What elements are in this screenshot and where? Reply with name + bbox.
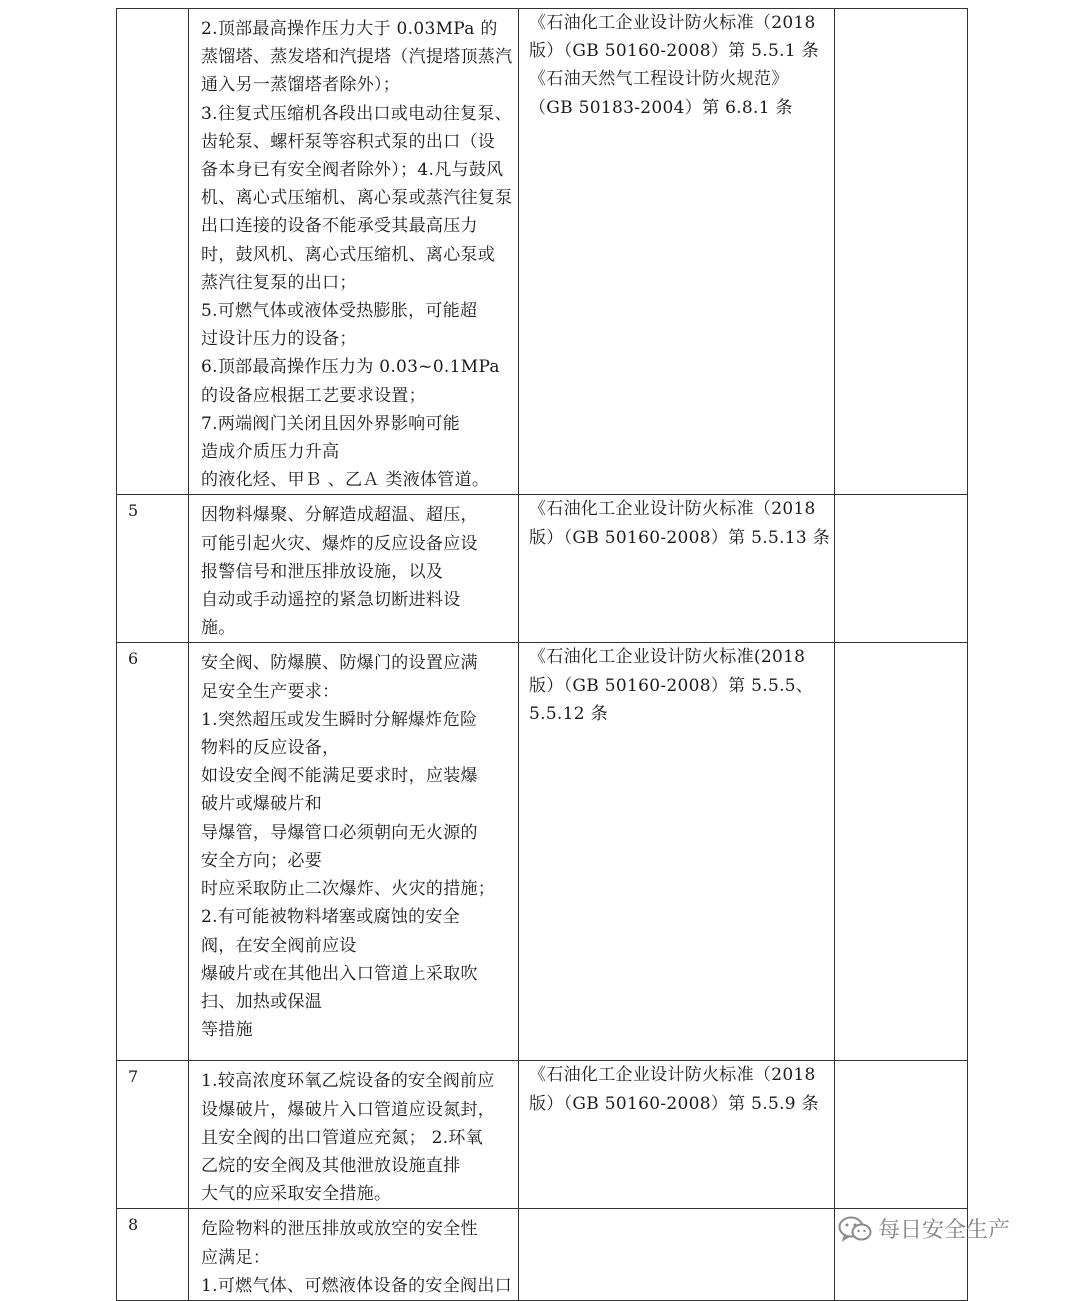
remark-cell <box>835 643 968 1061</box>
requirement-line: 时应采取防止二次爆炸、火灾的措施； <box>201 879 496 900</box>
requirement-line: 阀，在安全阀前应设 <box>201 935 357 956</box>
requirement-line: 施。 <box>201 618 236 639</box>
requirement-line: 蒸馏塔、蒸发塔和汽提塔（汽提塔顶蒸汽 <box>201 47 513 68</box>
requirement-line: 1.突然超压或发生瞬时分解爆炸危险 <box>201 709 478 730</box>
requirement-line: 通入另一蒸馏塔者除外）； <box>201 75 401 96</box>
reference-cell <box>519 643 835 1061</box>
requirement-line: 乙烷的安全阀及其他泄放设施直排 <box>201 1156 461 1177</box>
requirement-line: 造成介质压力升高 <box>201 442 340 463</box>
requirement-line: 安全方向；必要 <box>201 850 323 871</box>
row-number: 5 <box>117 495 189 643</box>
reference-line: 《石油化工企业设计防火标准（2018 <box>529 1065 816 1086</box>
requirement-line: 蒸汽往复泵的出口； <box>201 272 357 293</box>
requirement-line: 2.有可能被物料堵塞或腐蚀的安全 <box>201 907 461 928</box>
requirement-line: 因物料爆聚、分解造成超温、超压， <box>201 505 478 526</box>
row-number: 7 <box>117 1061 189 1209</box>
row-number <box>117 9 189 495</box>
table-body <box>117 9 968 1301</box>
reference-line: 《石油化工企业设计防火标准（2018 <box>529 499 816 520</box>
reference-line: 《石油化工企业设计防火标准(2018 <box>529 647 806 668</box>
requirement-line: 物料的反应设备， <box>201 738 340 759</box>
requirement-line: 导爆管，导爆管口必须朝向无火源的 <box>201 822 478 843</box>
requirement-line: 等措施 <box>201 1020 253 1041</box>
reference-line: 版）（GB 50160-2008）第 5.5.1 条 <box>529 41 819 62</box>
requirement-line: 设爆破片，爆破片入口管道应设氮封， <box>201 1099 496 1120</box>
requirement-line: 机、离心式压缩机、离心泵或蒸汽往复泵 <box>201 188 513 209</box>
requirement-line: 2.顶部最高操作压力大于 0.03MPa 的 <box>201 19 498 39</box>
requirement-line: 齿轮泵、螺杆泵等容积式泵的出口（设 <box>201 131 496 152</box>
requirement-cell <box>189 1209 519 1301</box>
requirement-line: 应满足： <box>201 1247 271 1268</box>
reference-cell <box>519 1209 835 1301</box>
requirement-cell <box>189 9 519 495</box>
remark-cell <box>835 1061 968 1209</box>
watermark <box>838 1213 1010 1244</box>
requirement-line: 足安全生产要求： <box>201 681 340 702</box>
requirement-line: 扫、加热或保温 <box>201 991 323 1012</box>
requirement-line: 自动或手动遥控的紧急切断进料设 <box>201 590 461 611</box>
requirement-line: 破片或爆破片和 <box>201 794 323 815</box>
remark-cell <box>835 9 968 495</box>
requirement-line: 爆破片或在其他出入口管道上采取吹 <box>201 963 478 984</box>
reference-line: 版）（GB 50160-2008）第 5.5.5、 <box>529 675 814 696</box>
requirement-line: 7.两端阀门关闭且因外界影响可能 <box>201 413 461 434</box>
reference-line: 版）（GB 50160-2008）第 5.5.9 条 <box>529 1093 819 1114</box>
reference-line: 版）（GB 50160-2008）第 5.5.13 条 <box>529 527 831 548</box>
requirement-line: 的液化烃、甲Ｂ 、乙Ａ 类液体管道。 <box>201 470 490 491</box>
requirement-line: 的设备应根据工艺要求设置； <box>201 385 426 406</box>
row-number: 8 <box>117 1209 189 1301</box>
requirement-line: 出口连接的设备不能承受其最高压力 <box>201 216 478 237</box>
requirement-line: 且安全阀的出口管道应充氮； 2.环氧 <box>201 1127 484 1148</box>
requirement-line: 可能引起火灾、爆炸的反应设备应设 <box>201 533 478 554</box>
row-number: 6 <box>117 643 189 1061</box>
requirement-line: 如设安全阀不能满足要求时，应装爆 <box>201 766 478 787</box>
reference-line: 5.5.12 条 <box>529 703 608 724</box>
watermark-text: 每日安全生产 <box>878 1218 1011 1243</box>
reference-line: 《石油化工企业设计防火标准（2018 <box>529 13 816 33</box>
requirement-cell <box>189 1061 519 1209</box>
reference-cell <box>519 1061 835 1209</box>
requirement-line: 时，鼓风机、离心式压缩机、离心泵或 <box>201 244 496 265</box>
requirement-line: 安全阀、防爆膜、防爆门的设置应满 <box>201 653 478 674</box>
table-row <box>117 1061 968 1209</box>
reference-cell <box>519 495 835 643</box>
requirement-line: 1.可燃气体、可燃液体设备的安全阀出口 <box>201 1275 512 1296</box>
requirement-line: 备本身已有安全阀者除外）；4.凡与鼓风 <box>201 160 504 181</box>
reference-line: 《石油天然气工程设计防火规范》 <box>529 69 789 90</box>
requirement-line: 6.顶部最高操作压力为 0.03~0.1MPa <box>201 357 500 378</box>
requirement-line: 5.可燃气体或液体受热膨胀，可能超 <box>201 301 478 322</box>
table-row <box>117 495 968 643</box>
requirement-line: 过设计压力的设备； <box>201 329 357 350</box>
requirement-line: 1.较高浓度环氧乙烷设备的安全阀前应 <box>201 1071 495 1092</box>
reference-line: （GB 50183-2004）第 6.8.1 条 <box>529 97 793 118</box>
requirement-cell <box>189 495 519 643</box>
wechat-icon <box>838 1216 872 1242</box>
table-row <box>117 9 968 495</box>
requirement-line: 3.往复式压缩机各段出口或电动往复泵、 <box>201 103 512 124</box>
requirement-line: 报警信号和泄压排放设施，以及 <box>201 561 444 582</box>
remark-cell <box>835 495 968 643</box>
standards-table <box>116 8 968 1301</box>
requirement-cell <box>189 643 519 1061</box>
requirement-line: 危险物料的泄压排放或放空的安全性 <box>201 1219 478 1240</box>
table-row <box>117 643 968 1061</box>
reference-cell <box>519 9 835 495</box>
requirement-line: 大气的应采取安全措施。 <box>201 1184 392 1205</box>
